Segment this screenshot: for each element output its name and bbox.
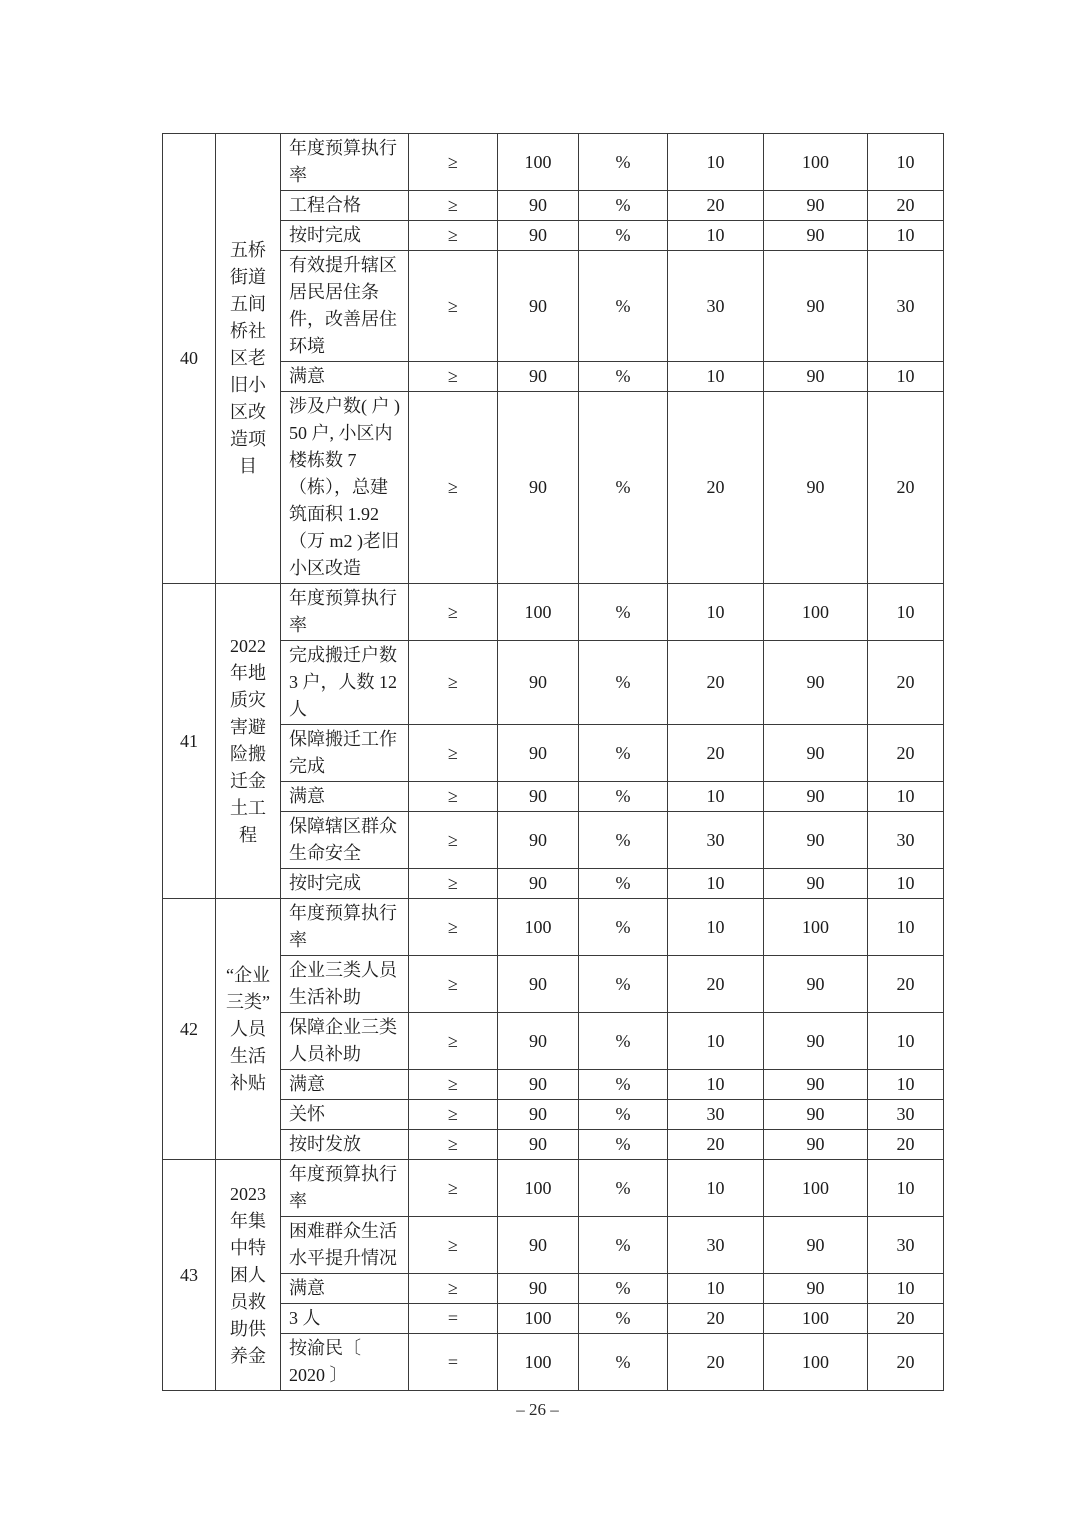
cell-unit: %: [579, 956, 668, 1013]
cell-operator: ≥: [409, 1070, 498, 1100]
page-number: – 26 –: [516, 1400, 559, 1419]
cell-serial-number: 41: [163, 584, 216, 899]
cell-unit: %: [579, 1130, 668, 1160]
cell-operator: ≥: [409, 1160, 498, 1217]
cell-actual: 90: [764, 956, 868, 1013]
table-row: [163, 221, 944, 251]
cell-operator: ≥: [409, 1100, 498, 1130]
cell-indicator: 按渝民〔 2020 〕: [281, 1334, 409, 1391]
cell-target: 90: [498, 1013, 579, 1070]
cell-target: 90: [498, 782, 579, 812]
table-row: [163, 1160, 944, 1217]
cell-score: 20: [868, 641, 944, 725]
cell-unit: %: [579, 1274, 668, 1304]
table-row: [163, 191, 944, 221]
cell-actual: 90: [764, 1274, 868, 1304]
table-row: [163, 782, 944, 812]
cell-unit: %: [579, 869, 668, 899]
cell-target: 90: [498, 812, 579, 869]
cell-score: 10: [868, 1013, 944, 1070]
cell-weight: 20: [668, 725, 764, 782]
cell-operator: ≥: [409, 725, 498, 782]
cell-operator: ≥: [409, 134, 498, 191]
cell-serial-number: 43: [163, 1160, 216, 1391]
cell-actual: 100: [764, 1160, 868, 1217]
cell-actual: 100: [764, 899, 868, 956]
cell-weight: 30: [668, 1100, 764, 1130]
cell-operator: ≥: [409, 362, 498, 392]
cell-weight: 20: [668, 191, 764, 221]
cell-weight: 20: [668, 1130, 764, 1160]
cell-operator: ≥: [409, 1013, 498, 1070]
table-row: [163, 899, 944, 956]
cell-actual: 100: [764, 584, 868, 641]
cell-weight: 10: [668, 1013, 764, 1070]
cell-actual: 100: [764, 1334, 868, 1391]
cell-target: 100: [498, 1304, 579, 1334]
cell-project-name: “企业三类”人员生活补贴: [216, 899, 281, 1160]
table-row: [163, 956, 944, 1013]
cell-score: 20: [868, 1130, 944, 1160]
cell-indicator: 按时完成: [281, 869, 409, 899]
cell-target: 90: [498, 1130, 579, 1160]
cell-indicator: 满意: [281, 1274, 409, 1304]
cell-target: 90: [498, 362, 579, 392]
cell-score: 10: [868, 134, 944, 191]
cell-indicator: 保障企业三类人员补助: [281, 1013, 409, 1070]
cell-weight: 10: [668, 221, 764, 251]
table-row: [163, 1304, 944, 1334]
cell-target: 90: [498, 1070, 579, 1100]
cell-unit: %: [579, 1217, 668, 1274]
cell-score: 10: [868, 221, 944, 251]
cell-actual: 90: [764, 782, 868, 812]
cell-weight: 30: [668, 812, 764, 869]
cell-operator: ≥: [409, 392, 498, 584]
cell-unit: %: [579, 584, 668, 641]
cell-unit: %: [579, 221, 668, 251]
table-row: [163, 641, 944, 725]
cell-actual: 90: [764, 191, 868, 221]
cell-weight: 10: [668, 899, 764, 956]
cell-indicator: 保障辖区群众生命安全: [281, 812, 409, 869]
table-row: [163, 725, 944, 782]
cell-actual: 90: [764, 725, 868, 782]
cell-target: 100: [498, 134, 579, 191]
cell-target: 90: [498, 725, 579, 782]
cell-unit: %: [579, 251, 668, 362]
table-row: [163, 1013, 944, 1070]
cell-unit: %: [579, 1334, 668, 1391]
cell-indicator: 困难群众生活水平提升情况: [281, 1217, 409, 1274]
cell-operator: =: [409, 1304, 498, 1334]
cell-serial-number: 40: [163, 134, 216, 584]
cell-weight: 30: [668, 251, 764, 362]
cell-unit: %: [579, 899, 668, 956]
cell-target: 90: [498, 1217, 579, 1274]
cell-score: 10: [868, 362, 944, 392]
cell-indicator: 满意: [281, 782, 409, 812]
cell-score: 20: [868, 191, 944, 221]
table-body: [163, 134, 944, 1391]
cell-score: 10: [868, 782, 944, 812]
table-row: [163, 251, 944, 362]
cell-unit: %: [579, 1013, 668, 1070]
cell-operator: ≥: [409, 1217, 498, 1274]
cell-score: 20: [868, 392, 944, 584]
cell-score: 10: [868, 899, 944, 956]
cell-actual: 90: [764, 1100, 868, 1130]
table-row: [163, 1274, 944, 1304]
cell-actual: 90: [764, 392, 868, 584]
cell-score: 30: [868, 1100, 944, 1130]
cell-serial-number: 42: [163, 899, 216, 1160]
cell-operator: ≥: [409, 251, 498, 362]
cell-weight: 20: [668, 392, 764, 584]
cell-target: 100: [498, 1334, 579, 1391]
cell-score: 20: [868, 725, 944, 782]
cell-unit: %: [579, 1160, 668, 1217]
cell-weight: 10: [668, 1070, 764, 1100]
cell-project-name: 2022年地质灾害避险搬迁金土工程: [216, 584, 281, 899]
cell-actual: 100: [764, 134, 868, 191]
cell-weight: 20: [668, 956, 764, 1013]
cell-project-name: 五桥街道五间桥社区老旧小区改造项目: [216, 134, 281, 584]
cell-actual: 90: [764, 1013, 868, 1070]
cell-actual: 90: [764, 869, 868, 899]
cell-project-name: 2023年集中特困人员救助供养金: [216, 1160, 281, 1391]
cell-score: 30: [868, 1217, 944, 1274]
cell-unit: %: [579, 725, 668, 782]
cell-weight: 20: [668, 1334, 764, 1391]
cell-target: 90: [498, 251, 579, 362]
cell-target: 100: [498, 584, 579, 641]
table-row: [163, 1334, 944, 1391]
cell-unit: %: [579, 1070, 668, 1100]
cell-operator: ≥: [409, 191, 498, 221]
cell-weight: 20: [668, 1304, 764, 1334]
cell-unit: %: [579, 191, 668, 221]
cell-indicator: 年度预算执行率: [281, 134, 409, 191]
cell-weight: 30: [668, 1217, 764, 1274]
table-row: [163, 1070, 944, 1100]
cell-score: 30: [868, 812, 944, 869]
cell-weight: 10: [668, 782, 764, 812]
cell-operator: ≥: [409, 641, 498, 725]
cell-score: 10: [868, 869, 944, 899]
cell-actual: 90: [764, 641, 868, 725]
cell-operator: ≥: [409, 869, 498, 899]
cell-score: 20: [868, 1304, 944, 1334]
cell-target: 90: [498, 191, 579, 221]
cell-target: 100: [498, 899, 579, 956]
cell-target: 90: [498, 392, 579, 584]
cell-indicator: 保障搬迁工作完成: [281, 725, 409, 782]
cell-unit: %: [579, 1100, 668, 1130]
cell-target: 90: [498, 1100, 579, 1130]
cell-indicator: 满意: [281, 362, 409, 392]
cell-score: 20: [868, 1334, 944, 1391]
performance-indicator-table: [162, 133, 944, 1391]
table-row: [163, 584, 944, 641]
cell-indicator: 有效提升辖区居民居住条件，改善居住环境: [281, 251, 409, 362]
cell-indicator: 企业三类人员生活补助: [281, 956, 409, 1013]
cell-indicator: 关怀: [281, 1100, 409, 1130]
cell-unit: %: [579, 392, 668, 584]
cell-weight: 20: [668, 641, 764, 725]
cell-weight: 10: [668, 1274, 764, 1304]
cell-indicator: 按时发放: [281, 1130, 409, 1160]
cell-target: 100: [498, 1160, 579, 1217]
cell-score: 10: [868, 1274, 944, 1304]
cell-weight: 10: [668, 1160, 764, 1217]
cell-target: 90: [498, 1274, 579, 1304]
cell-indicator: 3 人: [281, 1304, 409, 1334]
table-row: [163, 134, 944, 191]
cell-indicator: 年度预算执行率: [281, 899, 409, 956]
cell-score: 30: [868, 251, 944, 362]
cell-indicator: 按时完成: [281, 221, 409, 251]
cell-indicator: 完成搬迁户数 3 户，人数 12 人: [281, 641, 409, 725]
cell-operator: ≥: [409, 584, 498, 641]
cell-operator: ≥: [409, 812, 498, 869]
cell-operator: ≥: [409, 782, 498, 812]
table-row: [163, 812, 944, 869]
cell-weight: 10: [668, 134, 764, 191]
cell-weight: 10: [668, 869, 764, 899]
cell-unit: %: [579, 782, 668, 812]
cell-unit: %: [579, 1304, 668, 1334]
cell-actual: 90: [764, 221, 868, 251]
table-row: [163, 1217, 944, 1274]
table-row: [163, 362, 944, 392]
cell-unit: %: [579, 812, 668, 869]
cell-score: 10: [868, 1160, 944, 1217]
cell-target: 90: [498, 221, 579, 251]
cell-score: 10: [868, 1070, 944, 1100]
cell-unit: %: [579, 641, 668, 725]
cell-indicator: 涉及户数( 户 ) 50 户, 小区内楼栋数 7 （栋），总建筑面积 1.92 （万 m2 )老旧小区改造: [281, 392, 409, 584]
cell-actual: 90: [764, 251, 868, 362]
cell-actual: 100: [764, 1304, 868, 1334]
cell-actual: 90: [764, 362, 868, 392]
cell-operator: =: [409, 1334, 498, 1391]
cell-operator: ≥: [409, 1274, 498, 1304]
cell-unit: %: [579, 134, 668, 191]
table-row: [163, 869, 944, 899]
cell-score: 20: [868, 956, 944, 1013]
cell-actual: 90: [764, 812, 868, 869]
cell-weight: 10: [668, 584, 764, 641]
cell-operator: ≥: [409, 1130, 498, 1160]
table-sheet: [162, 133, 943, 1391]
cell-operator: ≥: [409, 899, 498, 956]
cell-indicator: 满意: [281, 1070, 409, 1100]
cell-target: 90: [498, 641, 579, 725]
cell-indicator: 年度预算执行率: [281, 1160, 409, 1217]
cell-actual: 90: [764, 1130, 868, 1160]
table-row: [163, 1100, 944, 1130]
cell-indicator: 年度预算执行率: [281, 584, 409, 641]
cell-actual: 90: [764, 1070, 868, 1100]
table-row: [163, 1130, 944, 1160]
cell-target: 90: [498, 869, 579, 899]
cell-operator: ≥: [409, 956, 498, 1013]
cell-target: 90: [498, 956, 579, 1013]
cell-indicator: 工程合格: [281, 191, 409, 221]
cell-actual: 90: [764, 1217, 868, 1274]
table-row: [163, 392, 944, 584]
cell-score: 10: [868, 584, 944, 641]
cell-operator: ≥: [409, 221, 498, 251]
cell-unit: %: [579, 362, 668, 392]
cell-weight: 10: [668, 362, 764, 392]
